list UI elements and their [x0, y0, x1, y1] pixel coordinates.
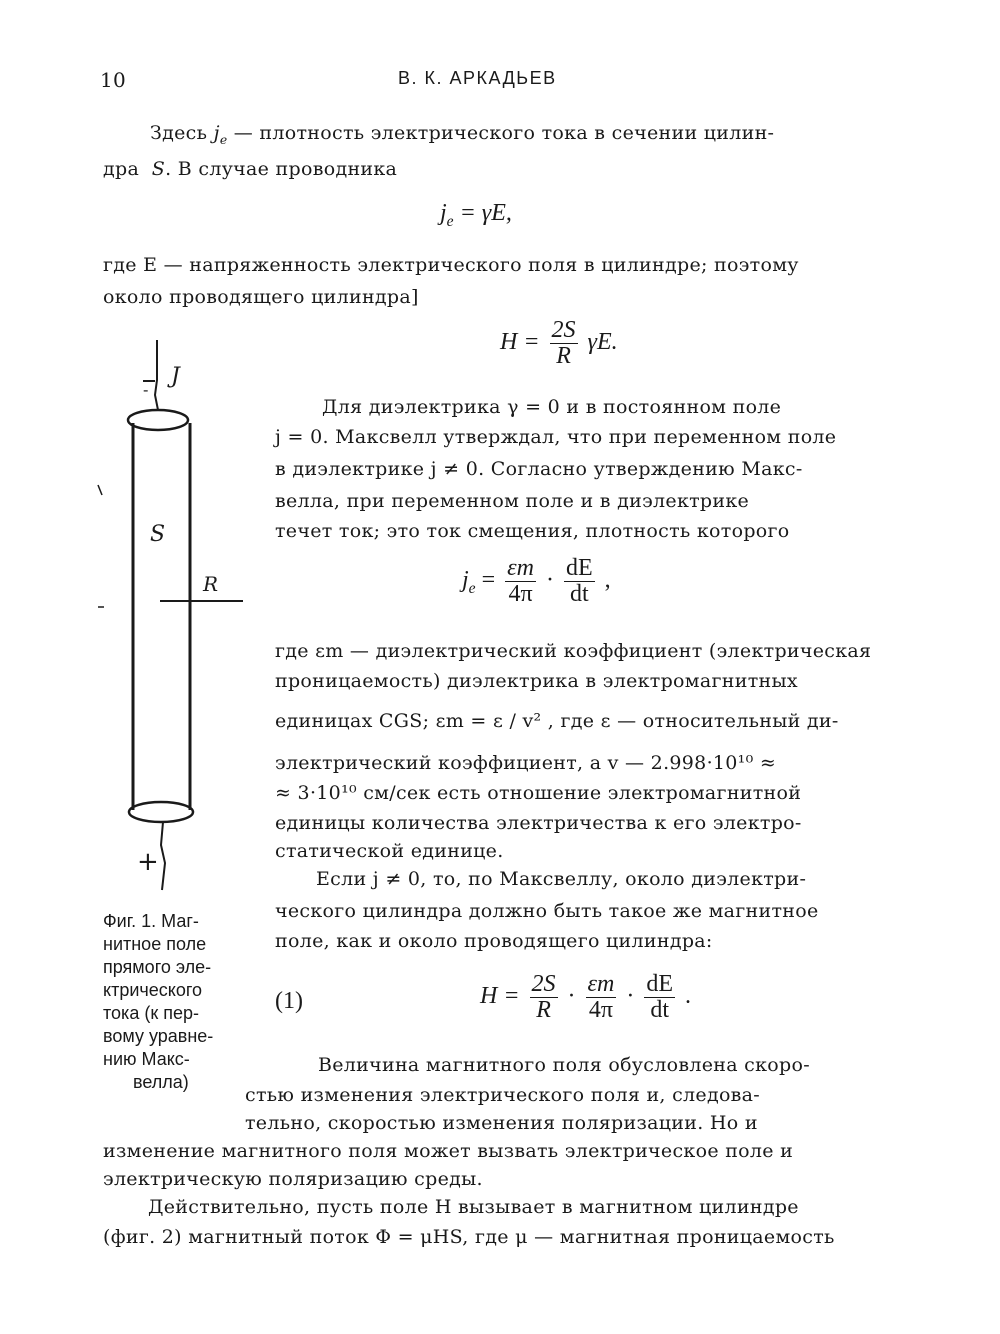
caption-line: прямого эле-	[103, 957, 212, 977]
top-cap	[128, 410, 188, 430]
paragraph-line: стью изменения электрического поля и, следова-	[245, 1084, 761, 1106]
paragraph-line: электрическую поляризацию среды.	[103, 1168, 483, 1190]
figure-cylinder	[95, 335, 265, 895]
label-R: R	[203, 572, 219, 596]
caption-line: Фиг. 1. Маг-	[103, 911, 199, 931]
label-plus: +	[137, 847, 159, 877]
paragraph-line: (фиг. 2) магнитный поток Φ = μHS, где μ — магнитная проницаемость	[103, 1226, 835, 1248]
equation-number: (1)	[275, 988, 303, 1014]
formula-ohm: $j_e = \gamma E$,	[440, 200, 512, 230]
paragraph-line: Действительно, пусть поле H вызывает в магнитном цилиндре	[148, 1196, 799, 1218]
paragraph-line: дра S. В случае проводника	[103, 158, 398, 180]
paragraph-line: где εm — диэлектрический коэффициент (электрическая	[275, 640, 872, 662]
caption-line: нию Макс-	[103, 1049, 190, 1069]
bottom-wire	[161, 822, 165, 890]
symbol-S: S	[151, 158, 166, 180]
caption-line: велла)	[133, 1072, 189, 1092]
caption-line: вому уравне-	[103, 1026, 214, 1046]
paragraph-line: Для диэлектрика γ = 0 и в постоянном поле	[322, 396, 782, 418]
running-title: В. К. АРКАДЬЕВ	[398, 68, 557, 88]
paragraph-line: единицы количества электричества к его электро-	[275, 812, 802, 834]
paragraph-line: проницаемость) диэлектрика в электромагнитных	[275, 670, 798, 692]
paragraph-line: изменение магнитного поля может вызвать электрическое поле и	[103, 1140, 794, 1162]
caption-line: тока (к пер-	[103, 1003, 199, 1023]
page-number: 10	[100, 68, 127, 92]
paragraph-line: электрический коэффициент, а v — 2.998·10¹⁰ ≈	[275, 752, 777, 774]
paragraph-line: j = 0. Максвелл утверждал, что при переменном поле	[275, 426, 837, 448]
paragraph-line: течет ток; это ток смещения, плотность которого	[275, 520, 790, 542]
caption-line: нитное поле	[103, 934, 207, 954]
paragraph-line: единицах CGS; εm = ε / v² , где ε — относительный ди-	[275, 710, 839, 732]
formula-h-conductor: H = $\frac{2S}{R}$ γE.	[500, 317, 618, 370]
figure-caption	[103, 910, 213, 1094]
formula-displacement-current: $j_e$ = $\frac{\varepsilon m}{4\pi}$ · $\frac{dE}{dt}$ ,	[462, 555, 611, 608]
paragraph-line: ческого цилиндра должно быть такое же магнитное	[275, 900, 819, 922]
bottom-cap	[129, 802, 193, 822]
label-J: J	[171, 364, 180, 389]
stray-mark	[98, 485, 102, 495]
paragraph-line: в диэлектрике j ≠ 0. Согласно утверждению Макс-	[275, 458, 803, 480]
paragraph-line: тельно, скоростью изменения поляризации. Но и	[245, 1112, 758, 1134]
label-S: S	[150, 522, 166, 547]
paragraph-line: где E — напряженность электрического поля в цилиндре; поэтому	[103, 254, 799, 276]
symbol-je: $j_e$	[213, 122, 228, 147]
paragraph-line: Величина магнитного поля обусловлена скоро-	[318, 1054, 810, 1076]
paragraph-line: поле, как и около проводящего цилиндра:	[275, 930, 713, 952]
paragraph-line: ≈ 3·10¹⁰ см/сек есть отношение электромагнитной	[275, 782, 802, 804]
formula-maxwell-1: H = $\frac{2S}{R}$ · $\frac{\varepsilon m}{4\pi}$ · $\frac{dE}{dt}$ .	[480, 971, 691, 1024]
top-wire	[155, 340, 158, 410]
paragraph-line: Здесь $j_e$ — плотность электрического тока в сечении цилин-	[150, 122, 775, 147]
caption-line: ктрического	[103, 980, 203, 1000]
label-minus: -	[143, 380, 149, 399]
paragraph-line: статической единице.	[275, 840, 504, 862]
paragraph-line: около проводящего цилиндра]	[103, 286, 419, 308]
paragraph-line: Если j ≠ 0, то, по Максвеллу, около диэлектри-	[316, 868, 807, 890]
paragraph-line: велла, при переменном поле и в диэлектрике	[275, 490, 750, 512]
